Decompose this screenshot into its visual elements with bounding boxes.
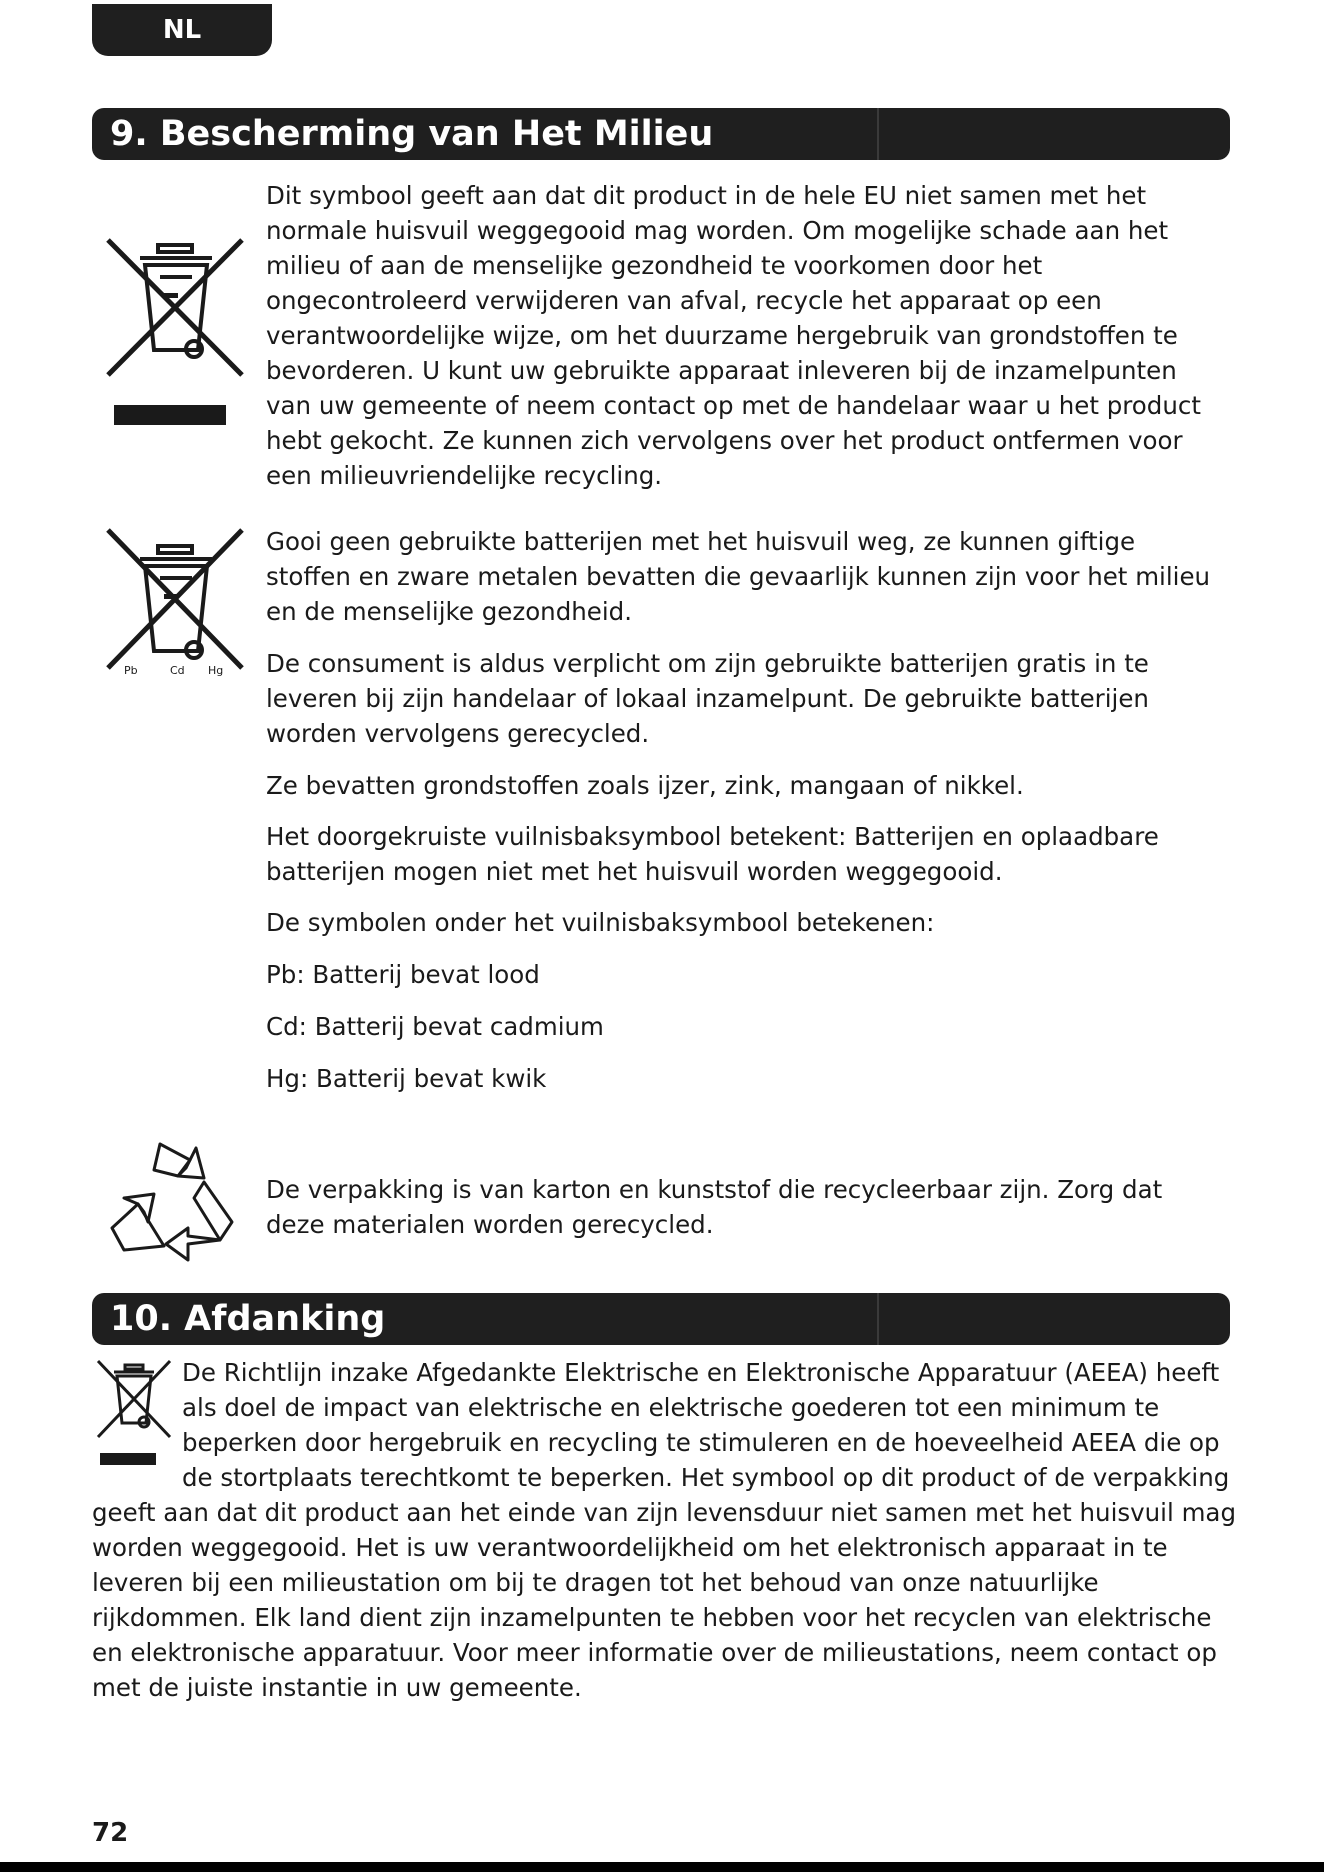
- language-tab-label: NL: [162, 15, 202, 45]
- battery-paragraph-4: Het doorgekruiste vuilnisbaksymbool betekent: Batterijen en oplaadbare batterijen mogen niet met het huisvuil worden weggegooid.: [266, 822, 1159, 886]
- hg-label: Hg: [208, 664, 224, 677]
- disposal-paragraph: De Richtlijn inzake Afgedankte Elektrische en Elektronische Apparatuur (AEEA) heeft als doel de impact van elektrische en elektrische goederen tot een minimum te beperken door hergebruik en recycling te stimuleren en de hoeveelheid AEEA die op de stortplaats terechtkomt te beperken. Het symbool op dit product of de verpakking geeft aan dat dit product aan het einde van zijn levensduur niet samen met het huisvuil mag worden weggegooid. Het is uw verantwoordelijkheid om het elektronisch apparaat in te leveren bij een milieustation om bij te dragen tot het behoud van onze natuurlijke rijkdommen. Elk land dient zijn inzamelpunten te hebben voor het recyclen van elektrische en elektronische apparatuur. Voor meer informatie over de milieustations, neem contact op met de juiste instantie in uw gemeente.: [92, 1358, 1236, 1702]
- battery-paragraph-6: Pb: Batterij bevat lood: [266, 960, 540, 989]
- section-10-header: [92, 1293, 1230, 1345]
- pb-label: Pb: [124, 664, 138, 677]
- weee-small-icon: [92, 1355, 176, 1473]
- battery-paragraph-8: Hg: Batterij bevat kwik: [266, 1064, 547, 1093]
- battery-paragraph-7: Cd: Batterij bevat cadmium: [266, 1012, 604, 1041]
- page-number: 72: [92, 1818, 129, 1848]
- recycle-icon: [104, 1140, 238, 1270]
- packaging-paragraph: De verpakking is van karton en kunststof die recycleerbaar zijn. Zorg dat deze materialen worden gerecycled.: [266, 1175, 1163, 1239]
- header-divider: [877, 1293, 879, 1345]
- weee-paragraph: Dit symbool geeft aan dat dit product in de hele EU niet samen met het normale huisvuil weggegooid mag worden. Om mogelijke schade aan het milieu of aan de menselijke gezondheid te voorkomen door het ongecontroleerd verwijderen van afval, recycle het apparaat op een verantwoordelijke wijze, om het duurzame hergebruik van grondstoffen te bevorderen. U kunt uw gebruikte apparaat inleveren bij de inzamelpunten van uw gemeente of neem contact op met de handelaar waar u het product hebt gekocht. Ze kunnen zich vervolgens over het product ontfermen voor een milieuvriendelijke recycling.: [266, 181, 1201, 490]
- battery-paragraph-1: Gooi geen gebruikte batterijen met het huisvuil weg, ze kunnen giftige stoffen en zware metalen bevatten die gevaarlijk kunnen zijn voor het milieu en de menselijke gezondheid.: [266, 527, 1211, 626]
- section-9-header: [92, 108, 1230, 160]
- section-9-title: 9. Bescherming van Het Milieu: [110, 114, 714, 154]
- battery-paragraph-2: De consument is aldus verplicht om zijn gebruikte batterijen gratis in te leveren bij zijn handelaar of lokaal inzamelpunt. De gebruikte batterijen worden vervolgens gerecycled.: [266, 649, 1149, 748]
- disposal-paragraph-block: [92, 1355, 1242, 1705]
- bottom-edge: [0, 1862, 1324, 1872]
- section-10-title: 10. Afdanking: [110, 1299, 386, 1339]
- battery-crossed-bin-icon: [100, 526, 250, 686]
- header-divider: [877, 108, 879, 160]
- weee-crossed-bin-icon: [100, 225, 250, 425]
- battery-paragraph-5: De symbolen onder het vuilnisbaksymbool betekenen:: [266, 908, 935, 937]
- battery-paragraph-3: Ze bevatten grondstoffen zoals ijzer, zink, mangaan of nikkel.: [266, 771, 1024, 800]
- language-tab: [92, 4, 272, 56]
- cd-label: Cd: [170, 664, 185, 677]
